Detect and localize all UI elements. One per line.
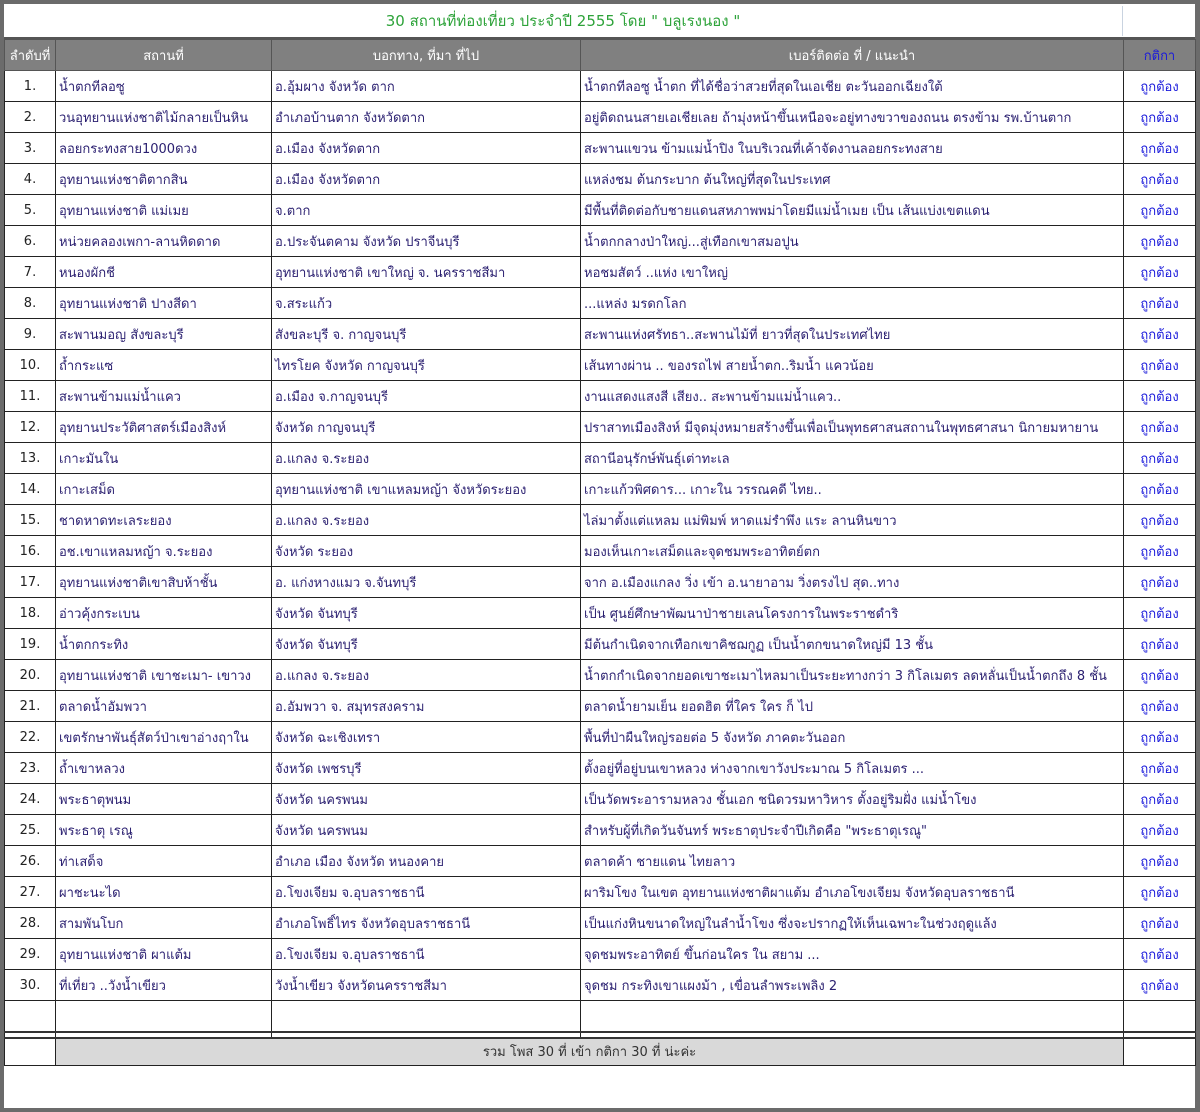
note-cell[interactable]: น้ำตกทีลอซู น้ำตก ที่ได้ชื่อว่าสวยที่สุดในเอเชีย ตะวันออกเฉียงใต้ <box>581 71 1124 102</box>
rule-status-cell[interactable]: ถูกต้อง <box>1124 257 1196 288</box>
rule-status-cell[interactable]: ถูกต้อง <box>1124 164 1196 195</box>
place-name-cell[interactable]: วนอุทยานแห่งชาติไม้กลายเป็นหิน <box>56 102 272 133</box>
row-number[interactable]: 4. <box>5 164 56 195</box>
table-row <box>5 412 1196 443</box>
rule-status-cell[interactable]: ถูกต้อง <box>1124 877 1196 908</box>
row-number[interactable]: 28. <box>5 908 56 939</box>
row-number[interactable]: 18. <box>5 598 56 629</box>
note-cell[interactable]: ไล่มาตั้งแต่แหลม แม่พิมพ์ หาดแม่รำพึง แระ ลานหินขาว <box>581 505 1124 536</box>
table-row <box>5 970 1196 1001</box>
note-cell[interactable]: ตลาดน้ำยามเย็น ยอดฮิต ที่ใคร ใคร ก็ ไป <box>581 691 1124 722</box>
rule-status-cell[interactable]: ถูกต้อง <box>1124 412 1196 443</box>
table-row <box>5 257 1196 288</box>
note-cell[interactable]: สะพานแขวน ข้ามแม่น้ำปิง ในบริเวณที่เค้าจัดงานลอยกระทงสาย <box>581 133 1124 164</box>
directions-cell[interactable]: อ.โขงเจียม จ.อุบลราชธานี <box>272 877 581 908</box>
place-name-cell[interactable]: อุทยานแห่งชาติ ปางสีดา <box>56 288 272 319</box>
table-row <box>5 474 1196 505</box>
note-cell[interactable]: หอชมสัตว์ ..แห่ง เขาใหญ่ <box>581 257 1124 288</box>
place-name-cell[interactable]: น้ำตกทีลอซู <box>56 71 272 102</box>
row-number[interactable]: 1. <box>5 71 56 102</box>
header-contact[interactable]: เบอร์ติดต่อ ที่ / แนะนำ <box>581 40 1124 71</box>
rule-status-cell[interactable]: ถูกต้อง <box>1124 784 1196 815</box>
row-number[interactable]: 29. <box>5 939 56 970</box>
note-cell[interactable]: ตั้งอยู่ที่อยู่บนเขาหลวง ห่างจากเขาวังประมาณ 5 กิโลเมตร ... <box>581 753 1124 784</box>
directions-cell[interactable]: จังหวัด ระยอง <box>272 536 581 567</box>
place-name-cell[interactable]: ที่เที่ยว ..วังน้ำเขียว <box>56 970 272 1001</box>
place-name-cell[interactable]: อ่าวคุ้งกระเบน <box>56 598 272 629</box>
place-name-cell[interactable]: อช.เขาแหลมหญ้า จ.ระยอง <box>56 536 272 567</box>
place-name-cell[interactable]: อุทยานแห่งชาติ ผาแต้ม <box>56 939 272 970</box>
row-number[interactable]: 14. <box>5 474 56 505</box>
rule-status-cell[interactable]: ถูกต้อง <box>1124 350 1196 381</box>
row-number[interactable]: 5. <box>5 195 56 226</box>
row-number[interactable]: 12. <box>5 412 56 443</box>
rule-status-cell[interactable]: ถูกต้อง <box>1124 288 1196 319</box>
table-row <box>5 381 1196 412</box>
directions-cell[interactable]: อ.แกลง จ.ระยอง <box>272 505 581 536</box>
place-name-cell[interactable]: หนองผักชี <box>56 257 272 288</box>
place-name-cell[interactable]: น้ำตกกระทิง <box>56 629 272 660</box>
place-name-cell[interactable]: อุทยานแห่งชาติตากสิน <box>56 164 272 195</box>
place-name-cell[interactable]: ตลาดน้ำอัมพวา <box>56 691 272 722</box>
row-number[interactable]: 16. <box>5 536 56 567</box>
note-cell[interactable]: เป็นวัดพระอารามหลวง ชั้นเอก ชนิดวรมหาวิหาร ตั้งอยู่ริมฝั่ง แม่น้ำโขง <box>581 784 1124 815</box>
place-name-cell[interactable]: สะพานมอญ สังขละบุรี <box>56 319 272 350</box>
rule-status-cell[interactable]: ถูกต้อง <box>1124 970 1196 1001</box>
table-row <box>5 846 1196 877</box>
note-cell[interactable]: ผาริมโขง ในเขต อุทยานแห่งชาติผาแต้ม อำเภอโขงเจียม จังหวัดอุบลราชธานี <box>581 877 1124 908</box>
rule-status-cell[interactable]: ถูกต้อง <box>1124 722 1196 753</box>
note-cell[interactable]: มองเห็นเกาะเสม็ดและจุดชมพระอาทิตย์ตก <box>581 536 1124 567</box>
note-cell[interactable]: พื้นที่ป่าผืนใหญ่รอยต่อ 5 จังหวัด ภาคตะวันออก <box>581 722 1124 753</box>
place-name-cell[interactable]: ถ้ำเขาหลวง <box>56 753 272 784</box>
table-row <box>5 939 1196 970</box>
table-row <box>5 350 1196 381</box>
rule-status-cell[interactable]: ถูกต้อง <box>1124 691 1196 722</box>
place-name-cell[interactable]: เกาะมันใน <box>56 443 272 474</box>
row-number[interactable]: 3. <box>5 133 56 164</box>
row-number[interactable]: 22. <box>5 722 56 753</box>
table-row <box>5 629 1196 660</box>
note-cell[interactable]: น้ำตกกำเนิดจากยอดเขาชะเมาไหลมาเป็นระยะทางกว่า 3 กิโลเมตร ลดหลั่นเป็นน้ำตกถึง 8 ชั้น <box>581 660 1124 691</box>
rule-status-cell[interactable]: ถูกต้อง <box>1124 319 1196 350</box>
directions-cell[interactable]: อ.เมือง จังหวัดตาก <box>272 133 581 164</box>
note-cell[interactable]: แหล่งชม ต้นกระบาก ต้นใหญ่ที่สุดในประเทศ <box>581 164 1124 195</box>
directions-cell[interactable]: สังขละบุรี จ. กาญจนบุรี <box>272 319 581 350</box>
empty-cell[interactable] <box>1124 1001 1196 1032</box>
rule-status-cell[interactable]: ถูกต้อง <box>1124 908 1196 939</box>
header-place[interactable]: สถานที่ <box>56 40 272 71</box>
table-row <box>5 567 1196 598</box>
note-cell[interactable]: น้ำตกกลางป่าใหญ่...สู่เทือกเขาสมอปูน <box>581 226 1124 257</box>
spreadsheet <box>4 4 1195 1108</box>
directions-cell[interactable]: จังหวัด จันทบุรี <box>272 598 581 629</box>
directions-cell[interactable]: จังหวัด นครพนม <box>272 815 581 846</box>
table-row <box>5 691 1196 722</box>
rule-status-cell[interactable]: ถูกต้อง <box>1124 474 1196 505</box>
table-row <box>5 753 1196 784</box>
row-number[interactable]: 11. <box>5 381 56 412</box>
note-cell[interactable]: มีพื้นที่ติดต่อกับชายแดนสหภาพพม่าโดยมีแม่น้ำเมย เป็น เส้นแบ่งเขตแดน <box>581 195 1124 226</box>
table-row <box>5 722 1196 753</box>
rule-status-cell[interactable]: ถูกต้อง <box>1124 753 1196 784</box>
table-row <box>5 133 1196 164</box>
note-cell[interactable]: เป็น ศูนย์ศึกษาพัฒนาป่าชายเลนโครงการในพระราชดำริ <box>581 598 1124 629</box>
rule-status-cell[interactable]: ถูกต้อง <box>1124 629 1196 660</box>
directions-cell[interactable]: อ.อัมพวา จ. สมุทรสงคราม <box>272 691 581 722</box>
table-row <box>5 598 1196 629</box>
table-row <box>5 226 1196 257</box>
note-cell[interactable]: สะพานแห่งศรัทธา..สะพานไม้ที่ ยาวที่สุดในประเทศไทย <box>581 319 1124 350</box>
header-directions[interactable]: บอกทาง, ที่มา ที่ไป <box>272 40 581 71</box>
directions-cell[interactable]: อำเภอ เมือง จังหวัด หนองคาย <box>272 846 581 877</box>
directions-cell[interactable]: อำเภอโพธิ์ไทร จังหวัดอุบลราชธานี <box>272 908 581 939</box>
footer-summary[interactable]: รวม โพส 30 ที่ เข้า กติกา 30 ที่ น่ะค่ะ <box>56 1038 1124 1066</box>
directions-cell[interactable]: จังหวัด นครพนม <box>272 784 581 815</box>
empty-cell[interactable] <box>581 1001 1124 1032</box>
table-row <box>5 71 1196 102</box>
table-row <box>5 784 1196 815</box>
rule-status-cell[interactable]: ถูกต้อง <box>1124 133 1196 164</box>
footer-blank-cell[interactable] <box>1124 1038 1196 1066</box>
directions-cell[interactable]: อำเภอบ้านตาก จังหวัดตาก <box>272 102 581 133</box>
header-rule[interactable]: กติกา <box>1124 40 1196 71</box>
empty-cell[interactable] <box>5 1001 56 1032</box>
row-number[interactable]: 15. <box>5 505 56 536</box>
place-name-cell[interactable]: ชาดหาดทะเลระยอง <box>56 505 272 536</box>
note-cell[interactable]: เกาะแก้วพิศดาร... เกาะใน วรรณคดี ไทย.. <box>581 474 1124 505</box>
directions-cell[interactable]: จังหวัด กาญจนบุรี <box>272 412 581 443</box>
table-row <box>5 164 1196 195</box>
directions-cell[interactable]: จังหวัด ฉะเชิงเทรา <box>272 722 581 753</box>
row-number[interactable]: 6. <box>5 226 56 257</box>
note-cell[interactable]: มีต้นกำเนิดจากเทือกเขาคิชฌกูฏ เป็นน้ำตกขนาดใหญ่มี 13 ชั้น <box>581 629 1124 660</box>
place-name-cell[interactable]: ท่าเสด็จ <box>56 846 272 877</box>
directions-cell[interactable]: จังหวัด เพชรบุรี <box>272 753 581 784</box>
directions-cell[interactable]: อ.ประจันตคาม จังหวัด ปราจีนบุรี <box>272 226 581 257</box>
row-number[interactable]: 8. <box>5 288 56 319</box>
place-name-cell[interactable]: เกาะเสม็ด <box>56 474 272 505</box>
row-number[interactable]: 23. <box>5 753 56 784</box>
table-row <box>5 660 1196 691</box>
directions-cell[interactable]: วังน้ำเขียว จังหวัดนครราชสีมา <box>272 970 581 1001</box>
sheet-title: 30 สถานที่ท่องเที่ยว ประจำปี 2555 โดย " บลูเรงนอง " <box>385 12 741 30</box>
footer-blank-cell[interactable] <box>5 1038 56 1066</box>
table-row <box>5 319 1196 350</box>
rule-status-cell[interactable]: ถูกต้อง <box>1124 102 1196 133</box>
note-cell[interactable]: ตลาดค้า ชายแดน ไทยลาว <box>581 846 1124 877</box>
table-row <box>5 443 1196 474</box>
place-name-cell[interactable]: สามพันโบก <box>56 908 272 939</box>
row-number[interactable]: 30. <box>5 970 56 1001</box>
note-cell[interactable]: จุดชม กระทิงเขาแผงม้า , เขื่อนลำพระเพลิง 2 <box>581 970 1124 1001</box>
row-number[interactable]: 27. <box>5 877 56 908</box>
place-name-cell[interactable]: อุทยานแห่งชาติ เขาชะเมา- เขาวง <box>56 660 272 691</box>
directions-cell[interactable]: จ.สระแก้ว <box>272 288 581 319</box>
directions-cell[interactable]: อุทยานแห่งชาติ เขาแหลมหญ้า จังหวัดระยอง <box>272 474 581 505</box>
header-row <box>5 40 1196 71</box>
directions-cell[interactable]: อ.อุ้มผาง จังหวัด ตาก <box>272 71 581 102</box>
table-body <box>5 71 1196 1001</box>
title-separator <box>1122 6 1123 36</box>
table-row <box>5 288 1196 319</box>
rule-status-cell[interactable]: ถูกต้อง <box>1124 381 1196 412</box>
note-cell[interactable]: จุดชมพระอาทิตย์ ขึ้นก่อนใคร ใน สยาม ... <box>581 939 1124 970</box>
header-no[interactable]: ลำดับที่ <box>5 40 56 71</box>
rule-status-cell[interactable]: ถูกต้อง <box>1124 939 1196 970</box>
place-name-cell[interactable]: หน่วยคลองเพกา-ลานหิดดาด <box>56 226 272 257</box>
row-number[interactable]: 25. <box>5 815 56 846</box>
empty-row <box>5 1001 1196 1032</box>
directions-cell[interactable]: จังหวัด จันทบุรี <box>272 629 581 660</box>
rule-status-cell[interactable]: ถูกต้อง <box>1124 536 1196 567</box>
table-row <box>5 815 1196 846</box>
place-name-cell[interactable]: ผาชะนะได <box>56 877 272 908</box>
place-name-cell[interactable]: ถ้ำกระแซ <box>56 350 272 381</box>
directions-cell[interactable]: อ.เมือง จังหวัดตาก <box>272 164 581 195</box>
rule-status-cell[interactable]: ถูกต้อง <box>1124 443 1196 474</box>
rule-status-cell[interactable]: ถูกต้อง <box>1124 195 1196 226</box>
rule-status-cell[interactable]: ถูกต้อง <box>1124 226 1196 257</box>
title-row <box>4 4 1195 39</box>
row-number[interactable]: 26. <box>5 846 56 877</box>
place-name-cell[interactable]: เขตรักษาพันธุ์สัตว์ป่าเขาอ่างฤาใน <box>56 722 272 753</box>
note-cell[interactable]: สถานีอนุรักษ์พันธุ์เต่าทะเล <box>581 443 1124 474</box>
table-row <box>5 877 1196 908</box>
row-number[interactable]: 10. <box>5 350 56 381</box>
note-cell[interactable]: เส้นทางผ่าน .. ของรถไฟ สายน้ำตก..ริมน้ำ แควน้อย <box>581 350 1124 381</box>
rule-status-cell[interactable]: ถูกต้อง <box>1124 505 1196 536</box>
empty-cell[interactable] <box>56 1001 272 1032</box>
rule-status-cell[interactable]: ถูกต้อง <box>1124 815 1196 846</box>
note-cell[interactable]: เป็นแก่งหินขนาดใหญ่ในลำน้ำโขง ซึ่งจะปรากฏให้เห็นเฉพาะในช่วงฤดูแล้ง <box>581 908 1124 939</box>
row-number[interactable]: 13. <box>5 443 56 474</box>
table-row <box>5 505 1196 536</box>
rule-status-cell[interactable]: ถูกต้อง <box>1124 846 1196 877</box>
directions-cell[interactable]: อ.แกลง จ.ระยอง <box>272 443 581 474</box>
rule-status-cell[interactable]: ถูกต้อง <box>1124 567 1196 598</box>
row-number[interactable]: 21. <box>5 691 56 722</box>
directions-cell[interactable]: อ. แก่งหางแมว จ.จันทบุรี <box>272 567 581 598</box>
row-number[interactable]: 24. <box>5 784 56 815</box>
place-name-cell[interactable]: อุทยานประวัติศาสตร์เมืองสิงห์ <box>56 412 272 443</box>
place-name-cell[interactable]: ลอยกระทงสาย1000ดวง <box>56 133 272 164</box>
note-cell[interactable]: งานแสดงแสงสี เสียง.. สะพานข้ามแม่น้ำแคว.. <box>581 381 1124 412</box>
directions-cell[interactable]: อ.โขงเจียม จ.อุบลราชธานี <box>272 939 581 970</box>
row-number[interactable]: 17. <box>5 567 56 598</box>
table-row <box>5 536 1196 567</box>
table-row <box>5 195 1196 226</box>
row-number[interactable]: 20. <box>5 660 56 691</box>
rule-status-cell[interactable]: ถูกต้อง <box>1124 660 1196 691</box>
row-number[interactable]: 7. <box>5 257 56 288</box>
note-cell[interactable]: สำหรับผู้ที่เกิดวันจันทร์ พระธาตุประจำปีเกิดคือ "พระธาตุเรณู" <box>581 815 1124 846</box>
row-number[interactable]: 9. <box>5 319 56 350</box>
place-name-cell[interactable]: สะพานข้ามแม่น้ำแคว <box>56 381 272 412</box>
row-number[interactable]: 2. <box>5 102 56 133</box>
note-cell[interactable]: ...แหล่ง มรดกโลก <box>581 288 1124 319</box>
empty-cell[interactable] <box>272 1001 581 1032</box>
rule-status-cell[interactable]: ถูกต้อง <box>1124 598 1196 629</box>
note-cell[interactable]: ปราสาทเมืองสิงห์ มีจุดมุ่งหมายสร้างขึ้นเพื่อเป็นพุทธศาสนสถานในพุทธศาสนา นิกายมหายาน <box>581 412 1124 443</box>
directions-cell[interactable]: ไทรโยค จังหวัด กาญจนบุรี <box>272 350 581 381</box>
directions-cell[interactable]: จ.ตาก <box>272 195 581 226</box>
place-name-cell[interactable]: อุทยานแห่งชาติ แม่เมย <box>56 195 272 226</box>
place-name-cell[interactable]: พระธาตุ เรณู <box>56 815 272 846</box>
table-row <box>5 102 1196 133</box>
attractions-table <box>4 39 1196 1066</box>
note-cell[interactable]: จาก อ.เมืองแกลง วิ่ง เข้า อ.นายาอาม วิ่งตรงไป สุด..ทาง <box>581 567 1124 598</box>
directions-cell[interactable]: อ.เมือง จ.กาญจนบุรี <box>272 381 581 412</box>
footer-row <box>5 1038 1196 1066</box>
directions-cell[interactable]: อ.แกลง จ.ระยอง <box>272 660 581 691</box>
note-cell[interactable]: อยู่ติดถนนสายเอเชียเลย ถ้ามุ่งหน้าขึ้นเหนือจะอยู่ทางขวาของถนน ตรงข้าม รพ.บ้านตาก <box>581 102 1124 133</box>
row-number[interactable]: 19. <box>5 629 56 660</box>
place-name-cell[interactable]: พระธาตุพนม <box>56 784 272 815</box>
place-name-cell[interactable]: อุทยานแห่งชาติเขาสิบห้าชั้น <box>56 567 272 598</box>
table-row <box>5 908 1196 939</box>
rule-status-cell[interactable]: ถูกต้อง <box>1124 71 1196 102</box>
directions-cell[interactable]: อุทยานแห่งชาติ เขาใหญ่ จ. นครราชสีมา <box>272 257 581 288</box>
